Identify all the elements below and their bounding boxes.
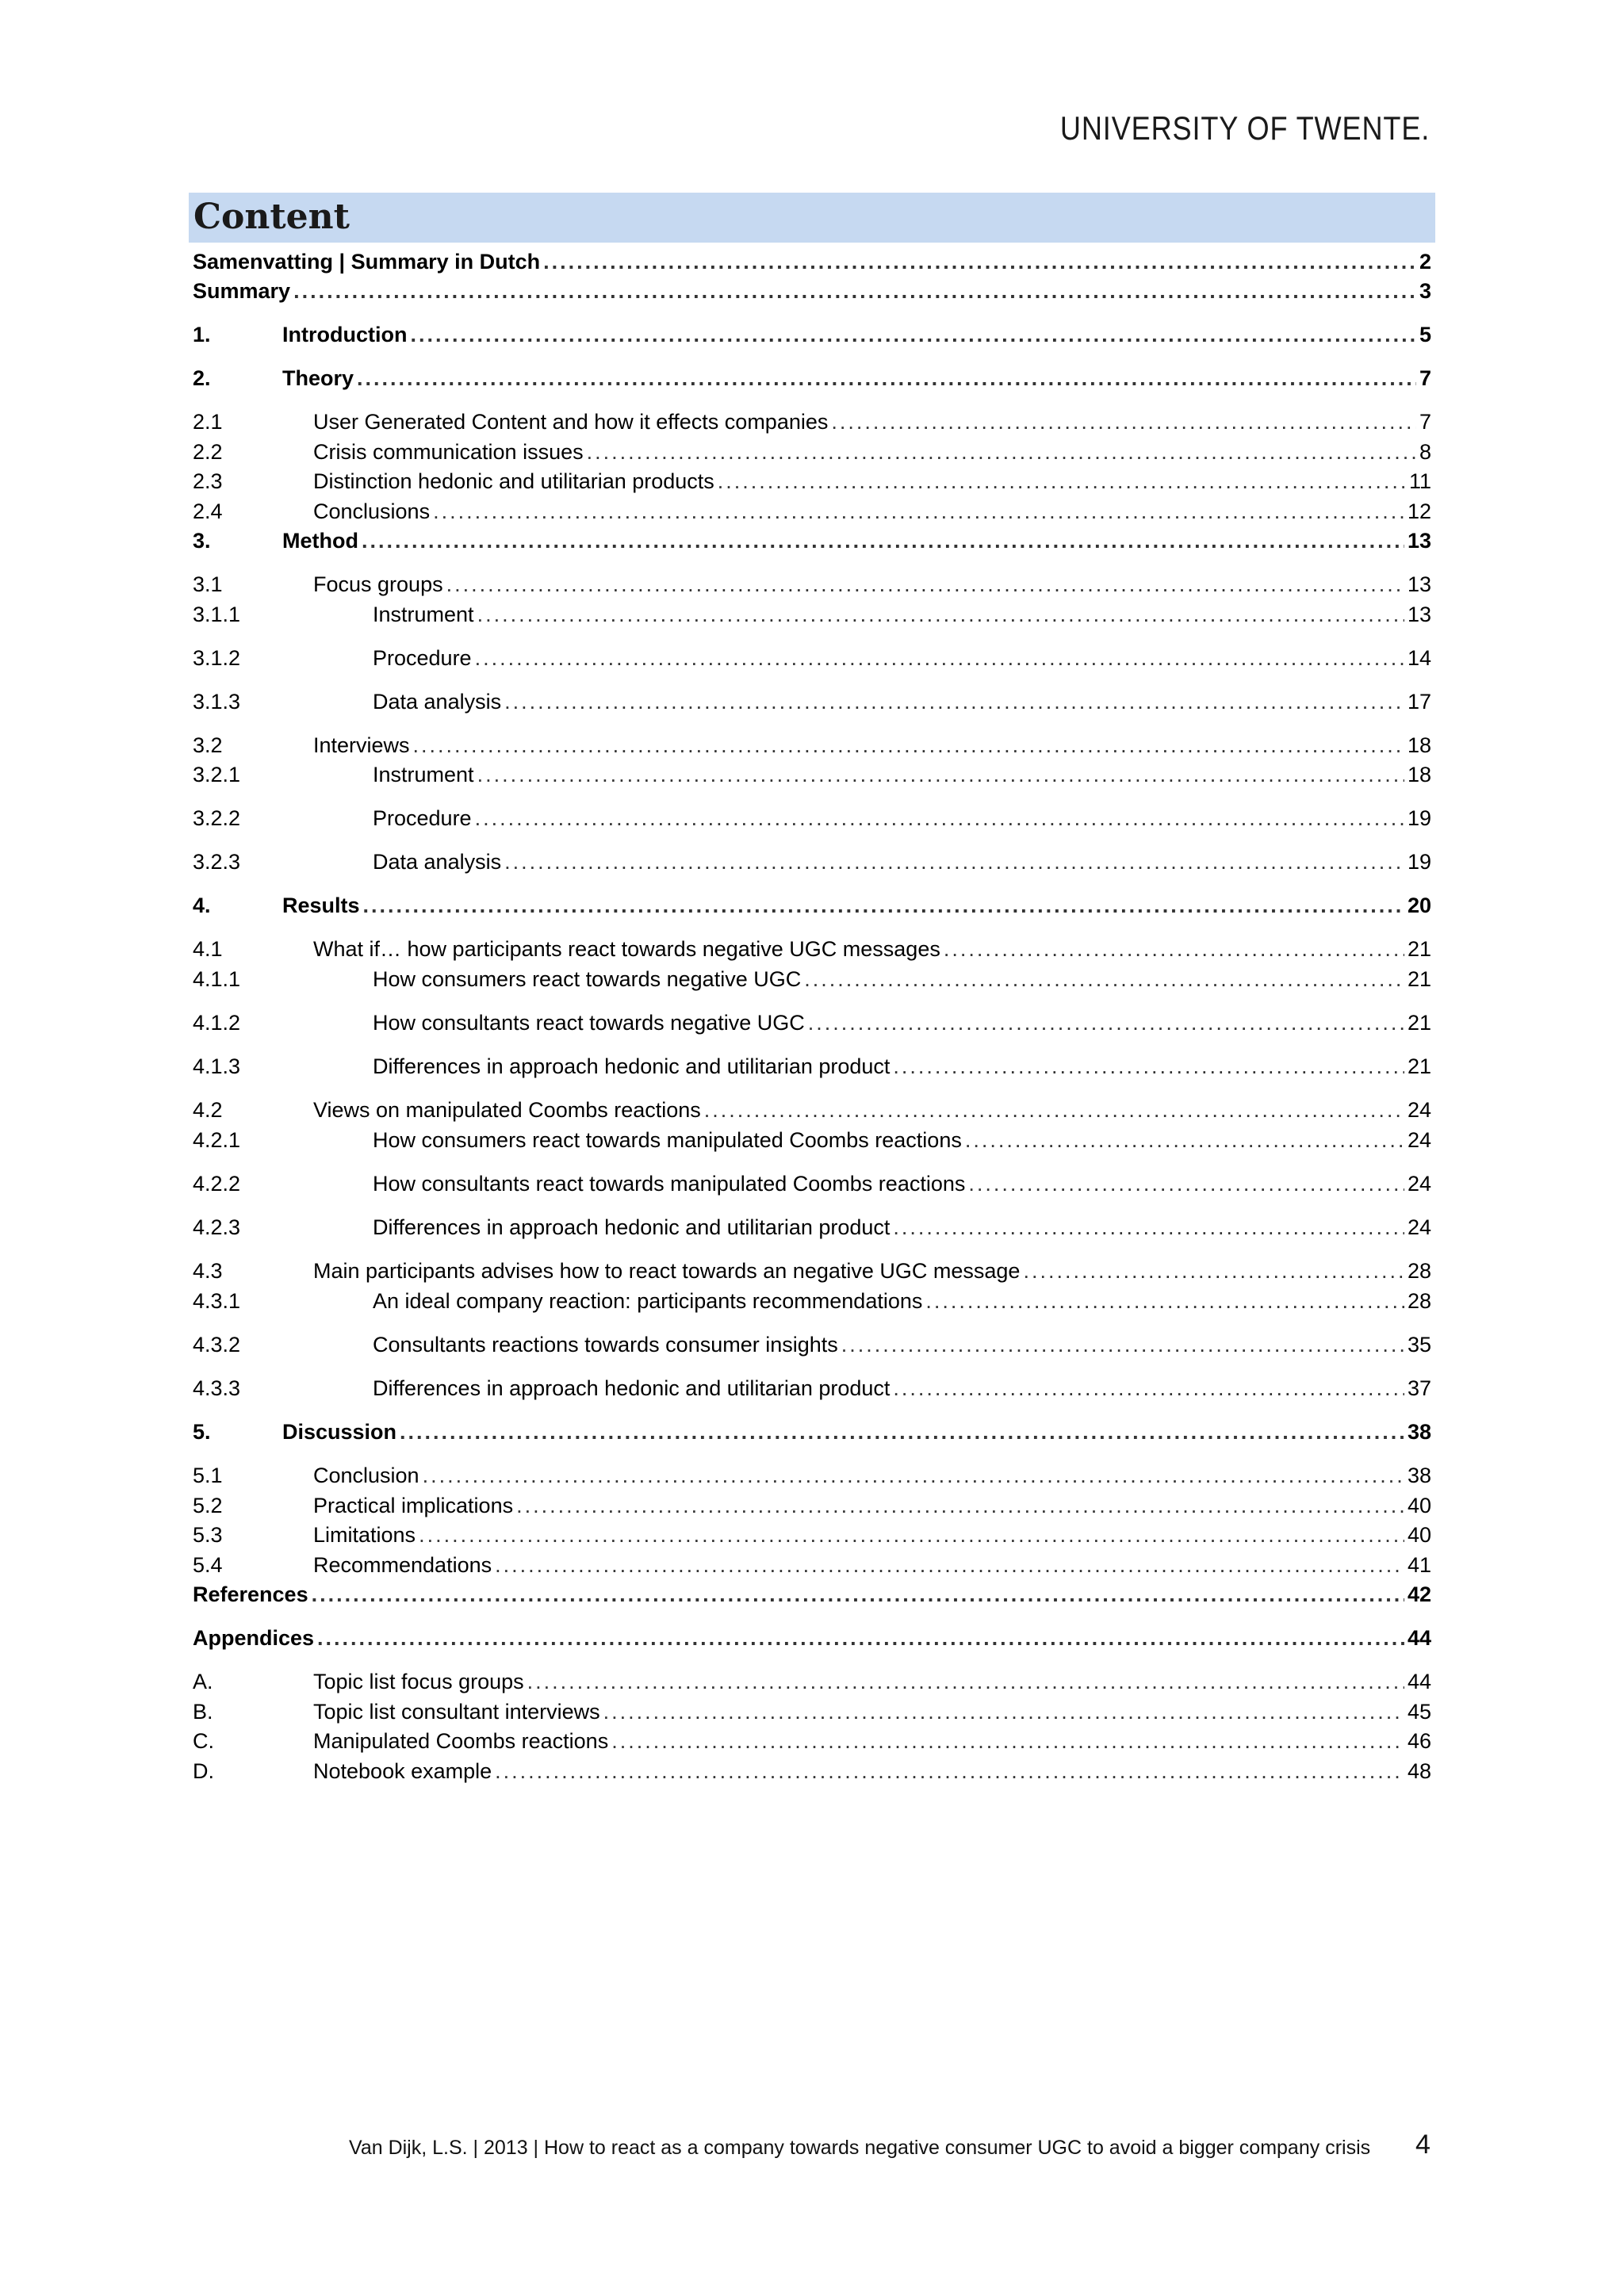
toc-entry-page: 20	[1407, 894, 1431, 917]
toc-entry-page: 42	[1407, 1582, 1431, 1606]
toc-entry-title: How consultants react towards negative UGC	[373, 1011, 805, 1035]
footer-page-number: 4	[1415, 2130, 1431, 2160]
toc-entry-number: 4.1.3	[193, 1054, 241, 1078]
toc-entry[interactable]	[193, 1376, 1431, 1400]
toc-entry-page: 24	[1407, 1172, 1431, 1196]
toc-dot-leader	[893, 1215, 1404, 1239]
toc-entry-number: 5.3	[193, 1523, 223, 1547]
toc-dot-leader	[893, 1376, 1404, 1400]
toc-entry-title: Procedure	[373, 806, 472, 830]
toc-entry-page: 44	[1407, 1670, 1431, 1693]
toc-entry-number: 3.1.3	[193, 690, 241, 714]
toc-dot-leader	[477, 763, 1404, 786]
toc-dot-leader	[516, 1494, 1404, 1517]
toc-entry[interactable]	[193, 763, 1431, 786]
toc-dot-leader	[419, 1523, 1404, 1547]
toc-entry-title: Practical implications	[313, 1494, 514, 1517]
toc-entry-title: Conclusion	[313, 1464, 419, 1487]
toc-entry-number: 4.3.1	[193, 1289, 241, 1313]
toc-entry[interactable]	[193, 603, 1431, 626]
toc-dot-leader	[357, 366, 1416, 390]
toc-entry[interactable]	[193, 850, 1431, 874]
toc-dot-leader	[495, 1759, 1404, 1783]
toc-entry[interactable]	[193, 366, 1431, 390]
toc-entry-title: Notebook example	[313, 1759, 492, 1783]
toc-entry-page: 2	[1419, 250, 1431, 274]
toc-entry-title: Distinction hedonic and utilitarian products	[313, 469, 714, 493]
toc-entry-number: D.	[193, 1759, 214, 1783]
toc-entry[interactable]	[193, 499, 1431, 523]
toc-entry-number: 2.1	[193, 410, 223, 434]
toc-dot-leader	[611, 1729, 1404, 1753]
toc-dot-leader	[293, 279, 1416, 303]
toc-entry-title: Instrument	[373, 763, 474, 786]
toc-entry-number: 5.4	[193, 1553, 223, 1577]
toc-entry-page: 28	[1407, 1259, 1431, 1283]
toc-entry[interactable]	[193, 733, 1431, 757]
toc-entry[interactable]	[193, 967, 1431, 991]
toc-entry-page: 35	[1407, 1333, 1431, 1357]
toc-entry[interactable]	[193, 1494, 1431, 1517]
toc-entry[interactable]	[193, 469, 1431, 493]
toc-entry-title: Conclusions	[313, 499, 431, 523]
toc-entry-number: 4.3.2	[193, 1333, 241, 1357]
toc-entry-page: 44	[1407, 1626, 1431, 1650]
toc-dot-leader	[504, 850, 1404, 874]
toc-entry-number: C.	[193, 1729, 214, 1753]
toc-dot-leader	[362, 529, 1404, 553]
toc-dot-leader	[504, 690, 1404, 714]
toc-entry-page: 38	[1407, 1420, 1431, 1444]
toc-entry-title: Topic list focus groups	[313, 1670, 524, 1693]
toc-dot-leader	[968, 1172, 1404, 1196]
toc-entry[interactable]	[193, 1582, 1431, 1606]
toc-entry-title: Method	[282, 529, 358, 553]
toc-entry-number: 5.2	[193, 1494, 223, 1517]
toc-dot-leader	[446, 572, 1404, 596]
toc-dot-leader	[944, 937, 1404, 961]
toc-entry-number: 4.3.3	[193, 1376, 241, 1400]
toc-entry-number: 5.	[193, 1420, 211, 1444]
toc-entry-title: How consumers react towards negative UGC	[373, 967, 802, 991]
toc-entry-page: 21	[1407, 967, 1431, 991]
toc-entry-number: 4.1.2	[193, 1011, 241, 1035]
toc-entry[interactable]	[193, 937, 1431, 961]
toc-entry[interactable]	[193, 1289, 1431, 1313]
toc-entry-page: 13	[1407, 603, 1431, 626]
toc-entry[interactable]	[193, 894, 1431, 917]
toc-entry[interactable]	[193, 1553, 1431, 1577]
toc-entry-page: 24	[1407, 1098, 1431, 1122]
toc-entry[interactable]	[193, 1333, 1431, 1357]
toc-entry-title: Differences in approach hedonic and utilitarian product	[373, 1215, 891, 1239]
toc-entry-number: 4.2.2	[193, 1172, 241, 1196]
toc-dot-leader	[831, 410, 1416, 434]
toc-dot-leader	[317, 1626, 1404, 1650]
toc-entry-title: User Generated Content and how it effects companies	[313, 410, 829, 434]
heading-band	[189, 193, 1435, 243]
toc-dot-leader	[495, 1553, 1404, 1577]
toc-entry-number: 3.1.2	[193, 646, 241, 670]
toc-dot-leader	[543, 250, 1416, 274]
toc-entry-title: Introduction	[282, 323, 408, 346]
toc-entry-title: How consumers react towards manipulated Coombs reactions	[373, 1128, 962, 1152]
toc-entry-title: What if… how participants react towards negative UGC messages	[313, 937, 940, 961]
toc-entry-number: 3.2.1	[193, 763, 241, 786]
toc-entry-number: 3.2.3	[193, 850, 241, 874]
toc-dot-leader	[413, 733, 1404, 757]
toc-entry-page: 40	[1407, 1494, 1431, 1517]
toc-entry[interactable]	[193, 1128, 1431, 1152]
toc-entry-title: Limitations	[313, 1523, 416, 1547]
toc-entry-number: 3.2.2	[193, 806, 241, 830]
toc-entry[interactable]	[193, 1759, 1431, 1783]
toc-entry[interactable]	[193, 1098, 1431, 1122]
toc-entry-page: 5	[1419, 323, 1431, 346]
toc-entry[interactable]	[193, 1700, 1431, 1724]
toc-entry-page: 21	[1407, 1011, 1431, 1035]
toc-entry-number: A.	[193, 1670, 213, 1693]
toc-entry-number: 2.3	[193, 469, 223, 493]
toc-entry[interactable]	[193, 250, 1431, 274]
toc-entry-title: Discussion	[282, 1420, 397, 1444]
toc-entry-number: 4.1.1	[193, 967, 241, 991]
toc-entry-title: Procedure	[373, 646, 472, 670]
toc-entry-title: Topic list consultant interviews	[313, 1700, 600, 1724]
toc-entry-title: Samenvatting | Summary in Dutch	[193, 250, 541, 274]
toc-dot-leader	[925, 1289, 1404, 1313]
toc-dot-leader	[475, 806, 1404, 830]
toc-entry-page: 48	[1407, 1759, 1431, 1783]
toc-entry[interactable]	[193, 572, 1431, 596]
toc-entry[interactable]	[193, 440, 1431, 464]
toc-entry-number: 3.	[193, 529, 211, 553]
toc-entry[interactable]	[193, 1259, 1431, 1283]
toc-entry-title: Data analysis	[373, 850, 502, 874]
toc-dot-leader	[1023, 1259, 1404, 1283]
toc-entry-title: Consultants reactions towards consumer insights	[373, 1333, 838, 1357]
toc-dot-leader	[808, 1011, 1404, 1035]
toc-entry-number: 1.	[193, 323, 211, 346]
toc-entry-title: Summary	[193, 279, 291, 303]
toc-entry[interactable]	[193, 529, 1431, 553]
toc-entry-page: 7	[1419, 366, 1431, 390]
toc-entry[interactable]	[193, 410, 1431, 434]
toc-dot-leader	[893, 1054, 1404, 1078]
toc-entry-title: An ideal company reaction: participants recommendations	[373, 1289, 923, 1313]
toc-entry[interactable]	[193, 1215, 1431, 1239]
toc-entry-number: 5.1	[193, 1464, 223, 1487]
toc-dot-leader	[603, 1700, 1404, 1724]
toc-entry-page: 21	[1407, 1054, 1431, 1078]
toc-entry[interactable]	[193, 1054, 1431, 1078]
toc-entry-page: 13	[1407, 529, 1431, 553]
toc-entry-number: 3.1	[193, 572, 223, 596]
toc-entry-number: 2.	[193, 366, 211, 390]
page-title: Content	[193, 197, 350, 237]
toc-dot-leader	[400, 1420, 1404, 1444]
toc-entry-number: B.	[193, 1700, 213, 1724]
toc-entry-title: Results	[282, 894, 360, 917]
footer-text: Van Dijk, L.S. | 2013 | How to react as a company towards negative consumer UGC to avoid a bigger company crisis	[349, 2137, 1371, 2159]
toc-entry[interactable]	[193, 1011, 1431, 1035]
toc-entry-title: Differences in approach hedonic and utilitarian product	[373, 1054, 891, 1078]
toc-entry-number: 4.2.1	[193, 1128, 241, 1152]
toc-entry-title: Appendices	[193, 1626, 315, 1650]
toc-entry-page: 12	[1407, 499, 1431, 523]
toc-entry-number: 3.1.1	[193, 603, 241, 626]
toc-entry-page: 18	[1407, 733, 1431, 757]
toc-entry-number: 2.4	[193, 499, 223, 523]
toc-entry-page: 3	[1419, 279, 1431, 303]
toc-entry-title: Crisis communication issues	[313, 440, 584, 464]
toc-entry-title: Views on manipulated Coombs reactions	[313, 1098, 701, 1122]
toc-dot-leader	[312, 1582, 1404, 1606]
toc-entry-page: 24	[1407, 1128, 1431, 1152]
toc-entry[interactable]	[193, 1729, 1431, 1753]
university-logo: UNIVERSITY OF TWENTE.	[1059, 109, 1430, 147]
toc-entry-title: Interviews	[313, 733, 410, 757]
toc-entry-page: 8	[1419, 440, 1431, 464]
toc-dot-leader	[477, 603, 1404, 626]
toc-entry-page: 37	[1407, 1376, 1431, 1400]
toc-entry-number: 4.2.3	[193, 1215, 241, 1239]
toc-entry-number: 3.2	[193, 733, 223, 757]
toc-dot-leader	[841, 1333, 1404, 1357]
toc-entry[interactable]	[193, 1626, 1431, 1650]
toc-entry[interactable]	[193, 1464, 1431, 1487]
toc-entry-page: 45	[1407, 1700, 1431, 1724]
toc-entry-page: 13	[1407, 572, 1431, 596]
toc-entry-number: 4.3	[193, 1259, 223, 1283]
toc-entry-number: 4.2	[193, 1098, 223, 1122]
toc-dot-leader	[433, 499, 1404, 523]
toc-entry-page: 14	[1407, 646, 1431, 670]
toc-entry-page: 19	[1407, 806, 1431, 830]
toc-entry[interactable]	[193, 1670, 1431, 1693]
toc-dot-leader	[410, 323, 1416, 346]
toc-entry-page: 41	[1407, 1553, 1431, 1577]
toc-entry-number: 4.1	[193, 937, 223, 961]
toc-entry[interactable]	[193, 806, 1431, 830]
toc-entry-number: 4.	[193, 894, 211, 917]
toc-entry[interactable]	[193, 690, 1431, 714]
toc-entry[interactable]	[193, 646, 1431, 670]
toc-entry-title: References	[193, 1582, 308, 1606]
toc-entry-page: 38	[1407, 1464, 1431, 1487]
toc-entry-page: 11	[1408, 469, 1431, 493]
toc-dot-leader	[804, 967, 1404, 991]
toc-entry-page: 7	[1419, 410, 1431, 434]
toc-entry-title: Manipulated Coombs reactions	[313, 1729, 609, 1753]
toc-entry-title: Focus groups	[313, 572, 443, 596]
toc-dot-leader	[475, 646, 1404, 670]
toc-dot-leader	[423, 1464, 1404, 1487]
toc-dot-leader	[704, 1098, 1404, 1122]
toc-dot-leader	[587, 440, 1416, 464]
toc-entry-title: Differences in approach hedonic and utilitarian product	[373, 1376, 891, 1400]
toc-dot-leader	[965, 1128, 1404, 1152]
toc-entry-page: 24	[1407, 1215, 1431, 1239]
toc-entry-title: How consultants react towards manipulated Coombs reactions	[373, 1172, 966, 1196]
toc-entry-page: 46	[1407, 1729, 1431, 1753]
toc-entry-page: 18	[1407, 763, 1431, 786]
toc-entry-page: 28	[1407, 1289, 1431, 1313]
toc-entry-title: Instrument	[373, 603, 474, 626]
toc-entry-title: Recommendations	[313, 1553, 492, 1577]
toc-entry[interactable]	[193, 1420, 1431, 1444]
toc-entry-number: 2.2	[193, 440, 223, 464]
toc-entry-title: Data analysis	[373, 690, 502, 714]
toc-entry-page: 19	[1407, 850, 1431, 874]
toc-entry-title: Theory	[282, 366, 354, 390]
toc-entry-page: 21	[1407, 937, 1431, 961]
toc-entry[interactable]	[193, 1172, 1431, 1196]
toc-entry-title: Main participants advises how to react towards an negative UGC message	[313, 1259, 1021, 1283]
toc-entry[interactable]	[193, 323, 1431, 346]
toc-entry[interactable]	[193, 279, 1431, 303]
toc-dot-leader	[527, 1670, 1404, 1693]
toc-entry-page: 17	[1407, 690, 1431, 714]
toc-entry-page: 40	[1407, 1523, 1431, 1547]
toc-dot-leader	[718, 469, 1406, 493]
toc-dot-leader	[363, 894, 1404, 917]
toc-entry[interactable]	[193, 1523, 1431, 1547]
